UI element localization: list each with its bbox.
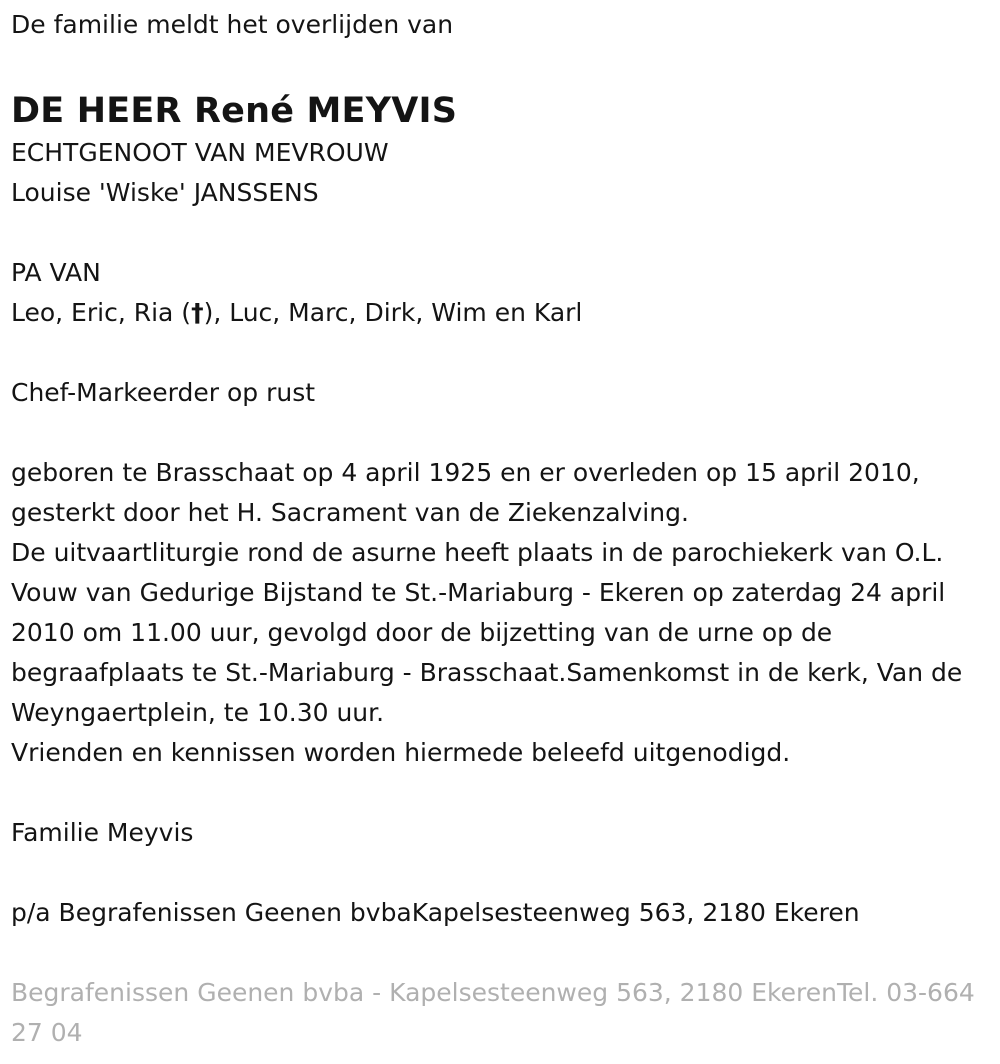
funeral-home-address: p/a Begrafenissen Geenen bvbaKapelsesteenweg 563, 2180 Ekeren (11, 898, 860, 927)
funeral-paragraph: De uitvaartliturgie rond de asurne heeft plaats in de parochiekerk van O.L. Vouw van Gedurige Bijstand te St.-Mariaburg - Ekeren op zaterdag 24 april 2010 om 11.00 uur, gevolgd door de bijzetting van de urne op de begraafplaats te St.-Mariaburg - Brasschaat.Samenkomst in de kerk, Van de Weyngaertplein, te 10.30 uur. (11, 538, 963, 727)
children-list (11, 293, 986, 333)
spacer (11, 853, 986, 893)
spacer (11, 933, 986, 973)
birth-death-paragraph: geboren te Brasschaat op 4 april 1925 en er overleden op 15 april 2010, gesterkt door het H. Sacrament van de Ziekenzalving. (11, 458, 920, 527)
death-notice (11, 0, 986, 1053)
children-before-cross: Leo, Eric, Ria ( (11, 298, 192, 327)
footer-contact: Begrafenissen Geenen bvba - Kapelsesteenweg 563, 2180 EkerenTel. 03-664 27 04 (11, 978, 975, 1047)
intro-text: De familie meldt het overlijden van (11, 10, 454, 39)
occupation: Chef-Markeerder op rust (11, 378, 316, 407)
cross-icon: † (191, 298, 204, 327)
spouse-name: Louise 'Wiske' JANSSENS (11, 178, 319, 207)
spouse-title: ECHTGENOOT VAN MEVROUW (11, 138, 389, 167)
spacer (11, 413, 986, 453)
children-title: PA VAN (11, 258, 101, 287)
spacer (11, 213, 986, 253)
invitation-paragraph: Vrienden en kennissen worden hiermede beleefd uitgenodigd. (11, 738, 791, 767)
spacer (11, 333, 986, 373)
children-after-cross: ), Luc, Marc, Dirk, Wim en Karl (203, 298, 583, 327)
deceased-name: DE HEER René MEYVIS (11, 91, 458, 131)
family-signature: Familie Meyvis (11, 818, 194, 847)
spacer (11, 773, 986, 813)
